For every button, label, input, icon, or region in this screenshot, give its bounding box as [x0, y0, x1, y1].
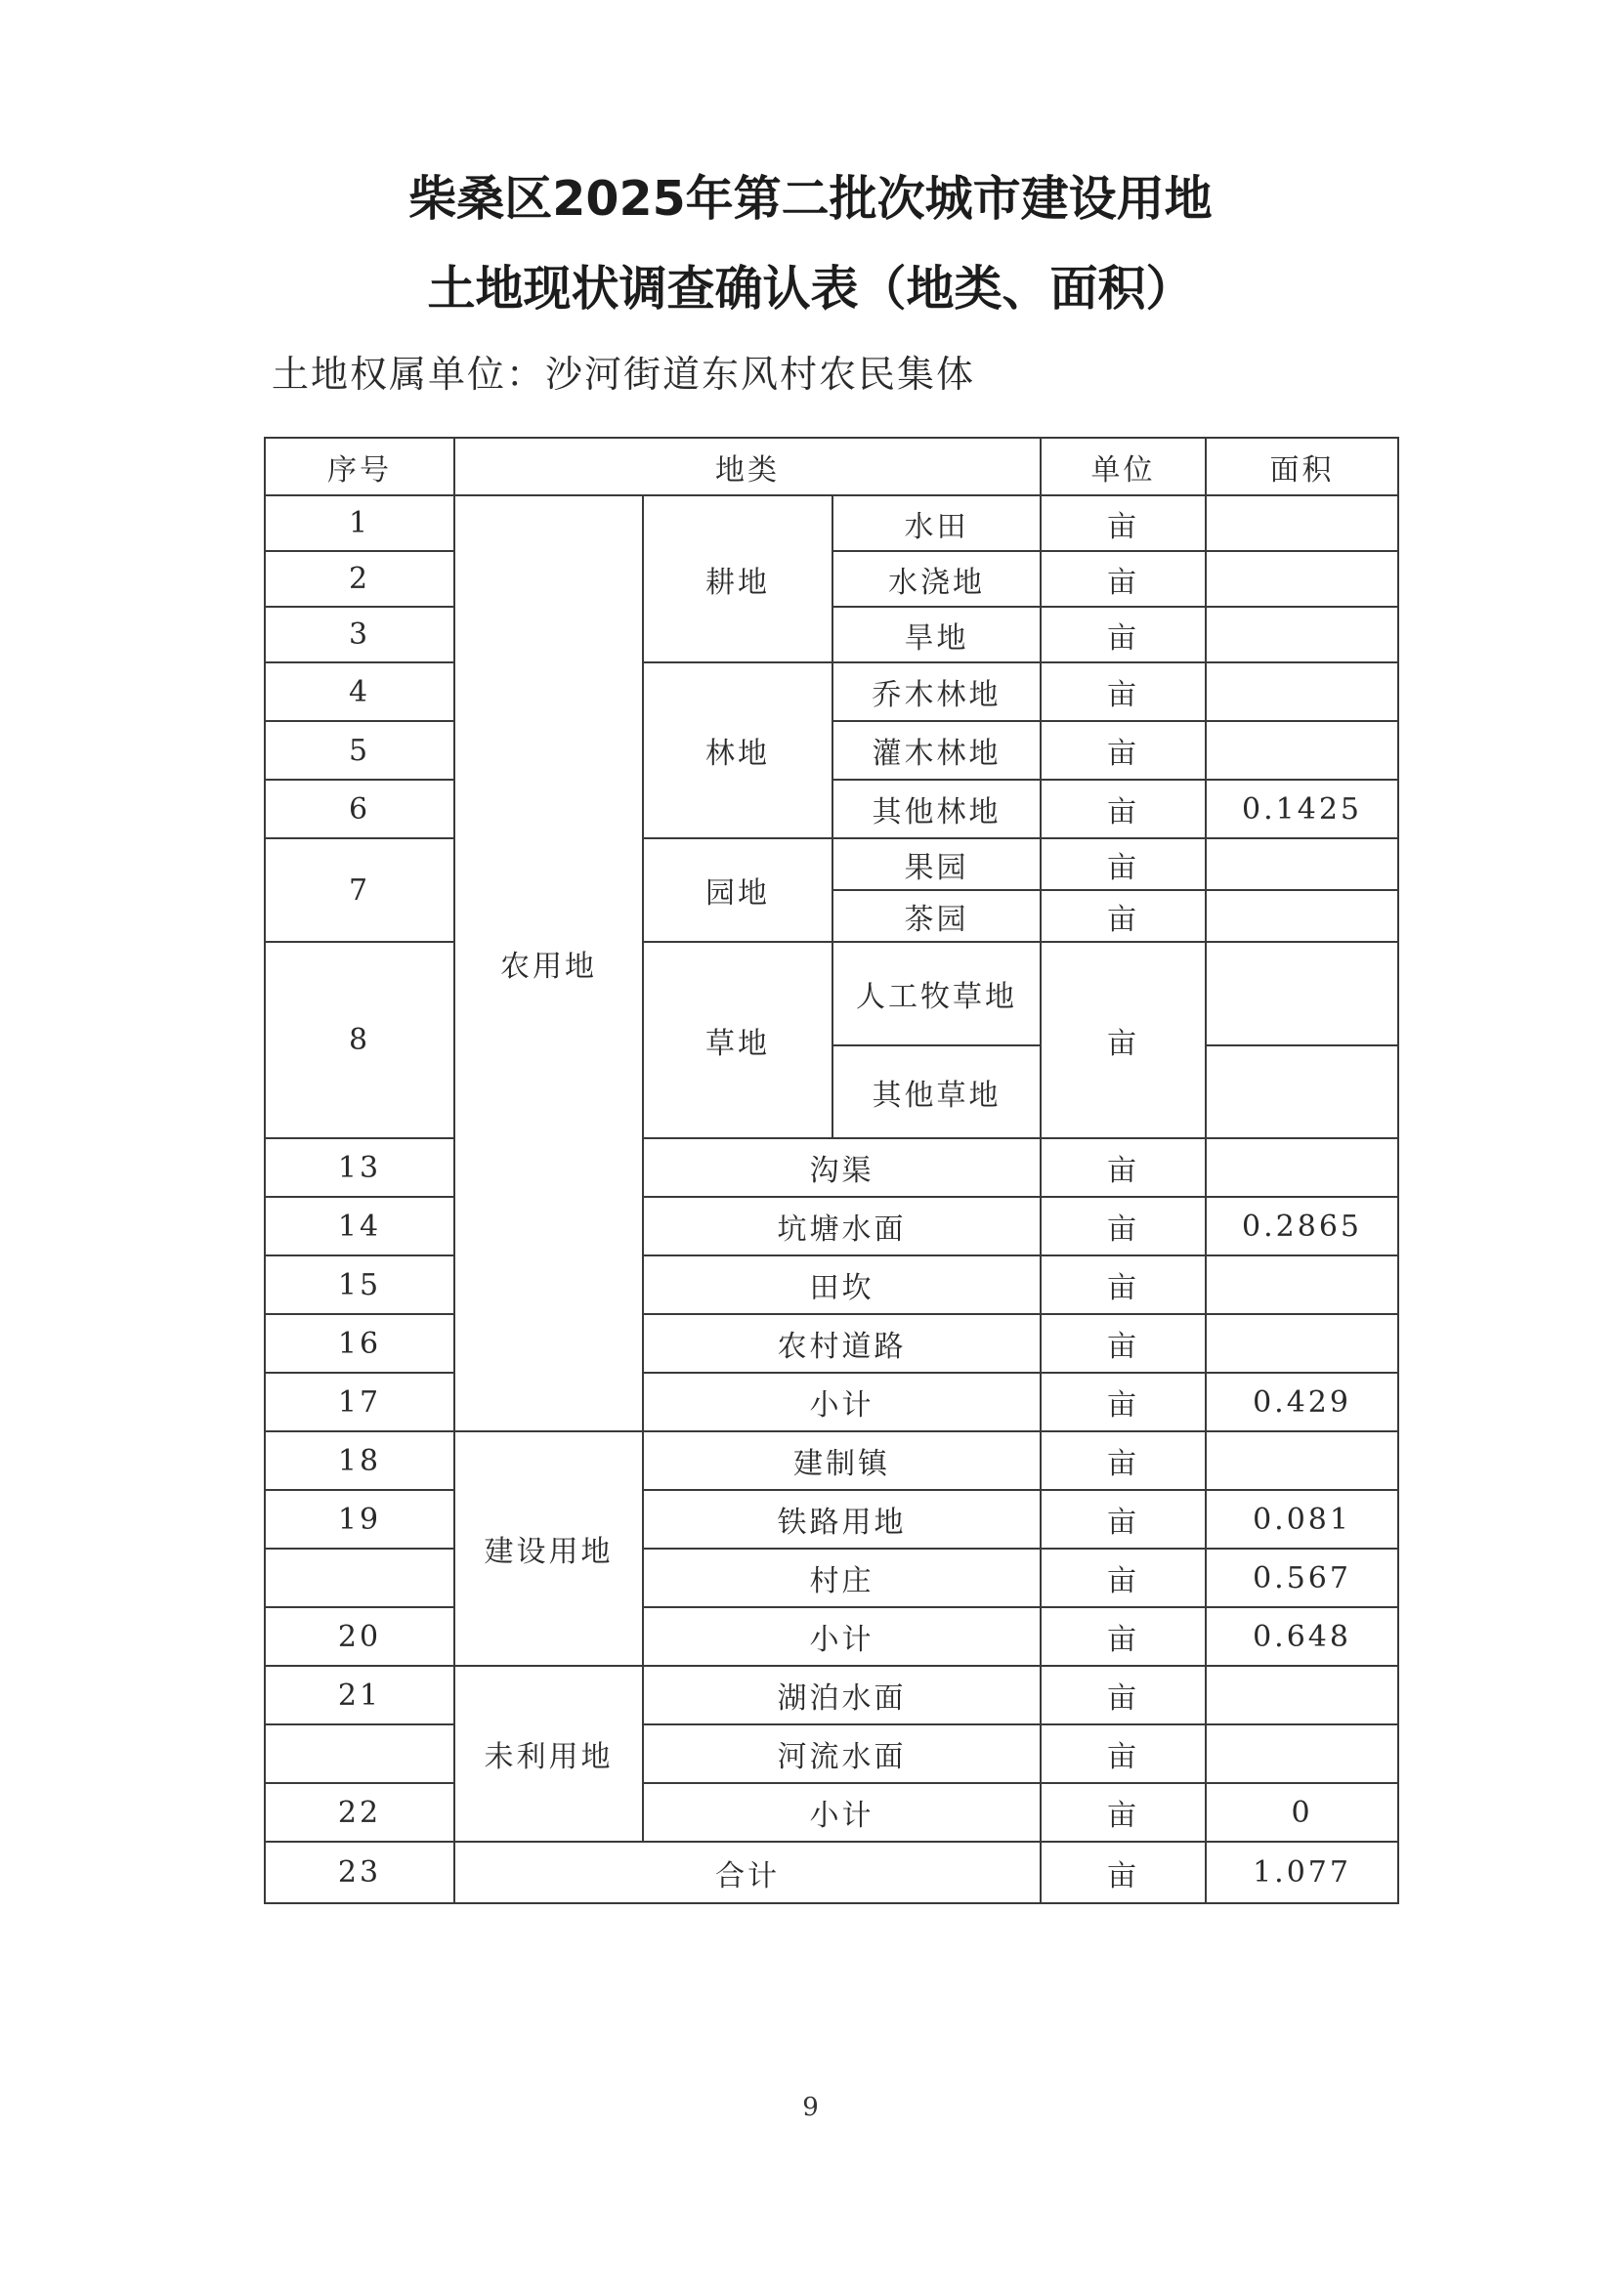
table-row [265, 495, 1398, 551]
area-cell: 0.2865 [1206, 1197, 1398, 1255]
seq-cell: 20 [265, 1607, 454, 1666]
seq-cell: 18 [265, 1431, 454, 1490]
subgroup-forest-land: 林地 [643, 662, 832, 838]
seq-cell: 14 [265, 1197, 454, 1255]
unit-cell: 亩 [1041, 1138, 1206, 1197]
area-cell: 0.567 [1206, 1549, 1398, 1607]
unit-cell: 亩 [1041, 1783, 1206, 1842]
table-row [265, 662, 1398, 721]
unit-cell: 亩 [1041, 1549, 1206, 1607]
seq-cell: 15 [265, 1255, 454, 1314]
area-cell [1206, 1724, 1398, 1783]
table-row [265, 1373, 1398, 1431]
table-row [265, 780, 1398, 838]
unit-cell: 亩 [1041, 1724, 1206, 1783]
table-row [265, 1490, 1398, 1549]
category-cell: 乔木林地 [832, 662, 1041, 721]
area-cell: 0.429 [1206, 1373, 1398, 1431]
category-cell: 铁路用地 [643, 1490, 1041, 1549]
category-cell: 小计 [643, 1783, 1041, 1842]
table-row [265, 1549, 1398, 1607]
seq-cell: 23 [265, 1842, 454, 1903]
table-row [265, 1666, 1398, 1724]
area-cell [1206, 495, 1398, 551]
unit-cell: 亩 [1041, 495, 1206, 551]
seq-cell: 22 [265, 1783, 454, 1842]
category-cell: 灌木林地 [832, 721, 1041, 780]
page-number: 9 [802, 2093, 819, 2122]
table-row [265, 1138, 1398, 1197]
seq-cell: 1 [265, 495, 454, 551]
seq-cell: 21 [265, 1666, 454, 1724]
header-unit: 单位 [1041, 438, 1206, 495]
area-cell: 0.1425 [1206, 780, 1398, 838]
category-cell: 湖泊水面 [643, 1666, 1041, 1724]
category-cell: 坑塘水面 [643, 1197, 1041, 1255]
unit-cell: 亩 [1041, 1197, 1206, 1255]
header-area: 面积 [1206, 438, 1398, 495]
unit-cell: 亩 [1041, 551, 1206, 607]
seq-cell: 3 [265, 607, 454, 662]
area-cell [1206, 1666, 1398, 1724]
table-row [265, 1783, 1398, 1842]
table-row [265, 1431, 1398, 1490]
category-cell: 小计 [643, 1607, 1041, 1666]
table-row [265, 551, 1398, 607]
seq-cell: 6 [265, 780, 454, 838]
table-row [265, 1314, 1398, 1373]
unit-cell: 亩 [1041, 721, 1206, 780]
table-row [265, 942, 1398, 1045]
seq-cell: 13 [265, 1138, 454, 1197]
group-agricultural-land: 农用地 [454, 495, 643, 1431]
area-cell [1206, 607, 1398, 662]
area-cell [1206, 1045, 1398, 1138]
group-construction-land: 建设用地 [454, 1431, 643, 1666]
category-cell: 旱地 [832, 607, 1041, 662]
category-cell: 村庄 [643, 1549, 1041, 1607]
table-row [265, 1724, 1398, 1783]
seq-cell: 2 [265, 551, 454, 607]
seq-cell: 19 [265, 1490, 454, 1549]
seq-cell: 5 [265, 721, 454, 780]
seq-cell [265, 1549, 454, 1607]
area-cell [1206, 1314, 1398, 1373]
seq-cell: 8 [265, 942, 454, 1138]
unit-cell: 亩 [1041, 1607, 1206, 1666]
area-cell [1206, 942, 1398, 1045]
subgroup-arable-land: 耕地 [643, 495, 832, 662]
table-row [265, 838, 1398, 890]
category-cell: 茶园 [832, 890, 1041, 942]
category-cell: 农村道路 [643, 1314, 1041, 1373]
unit-cell: 亩 [1041, 780, 1206, 838]
area-cell [1206, 662, 1398, 721]
seq-cell: 17 [265, 1373, 454, 1431]
unit-cell: 亩 [1041, 838, 1206, 890]
category-cell: 水田 [832, 495, 1041, 551]
unit-cell: 亩 [1041, 1490, 1206, 1549]
unit-cell: 亩 [1041, 607, 1206, 662]
table-row [265, 1197, 1398, 1255]
area-cell [1206, 1138, 1398, 1197]
unit-cell: 亩 [1041, 1431, 1206, 1490]
unit-cell: 亩 [1041, 662, 1206, 721]
category-cell: 人工牧草地 [832, 942, 1041, 1045]
header-category: 地类 [454, 438, 1041, 495]
seq-cell [265, 1724, 454, 1783]
table-row [265, 721, 1398, 780]
area-cell [1206, 1255, 1398, 1314]
document-title-line1: 柴桑区2025年第二批次城市建设用地 [408, 171, 1213, 227]
unit-cell: 亩 [1041, 1255, 1206, 1314]
table-header-row [265, 438, 1398, 495]
table-row-total [265, 1842, 1398, 1903]
document-title-line2: 土地现状调查确认表（地类、面积） [427, 261, 1194, 317]
subgroup-grassland: 草地 [643, 942, 832, 1138]
unit-cell: 亩 [1041, 1842, 1206, 1903]
unit-cell: 亩 [1041, 942, 1206, 1138]
unit-cell: 亩 [1041, 1373, 1206, 1431]
area-cell: 0 [1206, 1783, 1398, 1842]
category-cell: 果园 [832, 838, 1041, 890]
category-cell: 建制镇 [643, 1431, 1041, 1490]
seq-cell: 7 [265, 838, 454, 942]
category-cell: 沟渠 [643, 1138, 1041, 1197]
area-cell [1206, 890, 1398, 942]
total-label: 合计 [454, 1842, 1041, 1903]
table-row [265, 1607, 1398, 1666]
area-cell [1206, 721, 1398, 780]
unit-cell: 亩 [1041, 890, 1206, 942]
unit-cell: 亩 [1041, 1666, 1206, 1724]
area-cell [1206, 838, 1398, 890]
category-cell: 其他林地 [832, 780, 1041, 838]
area-cell: 0.648 [1206, 1607, 1398, 1666]
category-cell: 田坎 [643, 1255, 1041, 1314]
category-cell: 小计 [643, 1373, 1041, 1431]
header-seq: 序号 [265, 438, 454, 495]
subgroup-garden-land: 园地 [643, 838, 832, 942]
group-unused-land: 未利用地 [454, 1666, 643, 1842]
unit-cell: 亩 [1041, 1314, 1206, 1373]
seq-cell: 4 [265, 662, 454, 721]
category-cell: 其他草地 [832, 1045, 1041, 1138]
table-row [265, 1255, 1398, 1314]
area-cell [1206, 1431, 1398, 1490]
seq-cell: 16 [265, 1314, 454, 1373]
category-cell: 水浇地 [832, 551, 1041, 607]
land-owner-line: 土地权属单位：沙河街道东风村农民集体 [272, 353, 976, 396]
table-row [265, 607, 1398, 662]
total-area: 1.077 [1206, 1842, 1398, 1903]
area-cell [1206, 551, 1398, 607]
area-cell: 0.081 [1206, 1490, 1398, 1549]
land-survey-table [264, 437, 1399, 1904]
category-cell: 河流水面 [643, 1724, 1041, 1783]
